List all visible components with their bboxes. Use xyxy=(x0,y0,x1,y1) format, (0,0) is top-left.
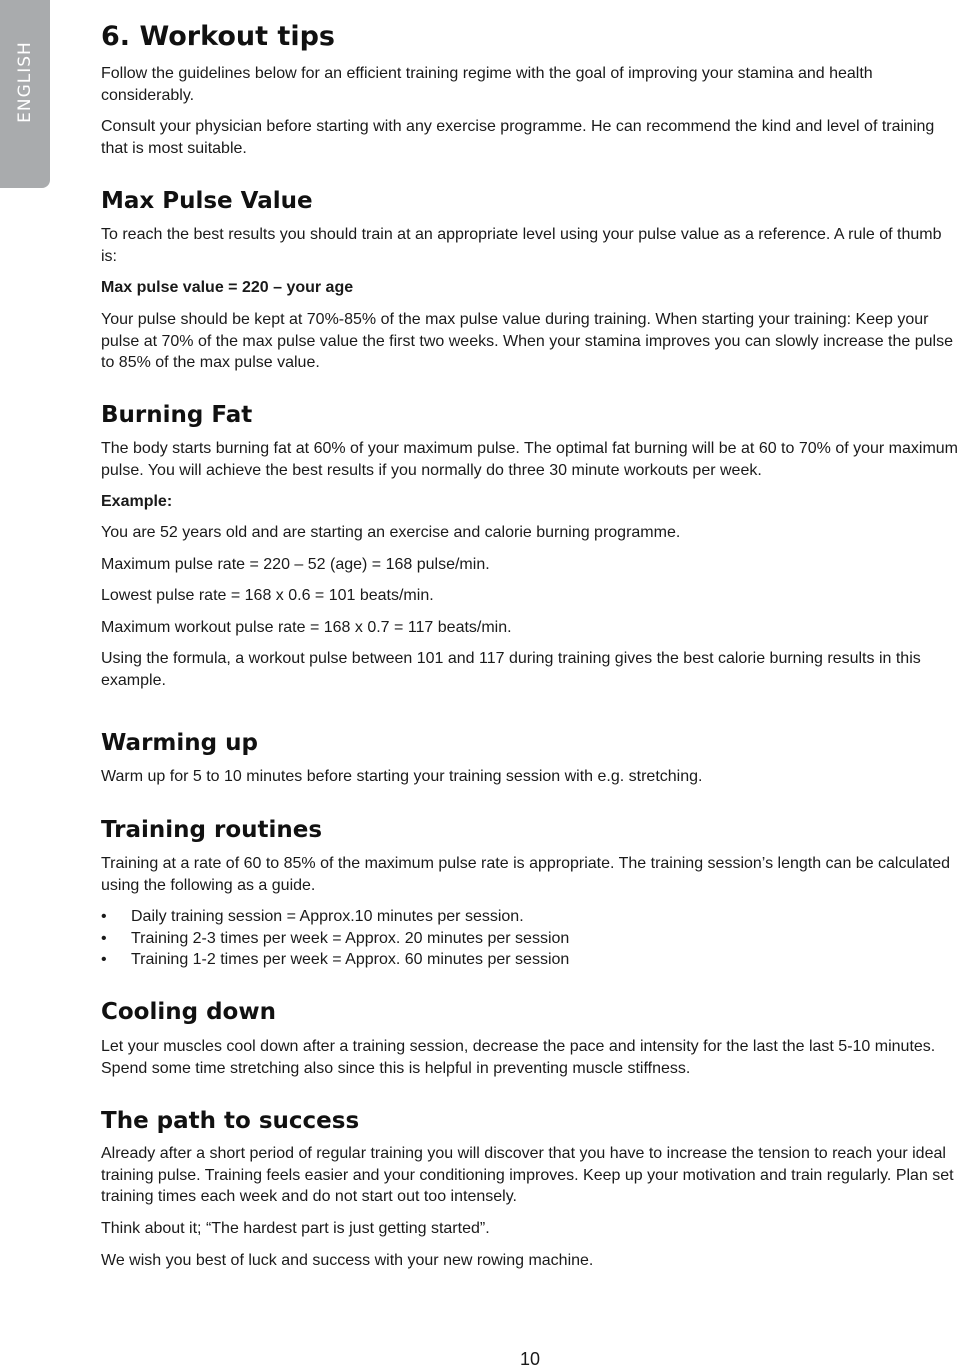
path-to-success-paragraph-3: We wish you best of luck and success with your new rowing machine. xyxy=(101,1252,594,1269)
example-label: Example: xyxy=(101,493,173,510)
max-pulse-paragraph-2: Your pulse should be kept at 70%-85% of the max pulse value during training. When starting your training: Keep your pulse at 70% of the max pulse value the first two weeks. When your stamina improves you can slowly increase the pulse to 85% of the max pulse value. xyxy=(101,311,953,371)
burning-fat-paragraph-1: The body starts burning fat at 60% of your maximum pulse. The optimal fat burning will be at 60 to 70% of your maximum pulse. You will achieve the best results if you normally do three 30 minute workouts per week. xyxy=(101,440,959,479)
example-line-3: Lowest pulse rate = 168 x 0.6 = 101 beats/min. xyxy=(101,587,434,604)
example-line-5: Using the formula, a workout pulse between 101 and 117 during training gives the best calorie burning results in this example. xyxy=(101,650,921,689)
path-to-success-paragraph-2: Think about it; “The hardest part is just getting started”. xyxy=(101,1220,490,1237)
warming-up-paragraph: Warm up for 5 to 10 minutes before starting your training session with e.g. stretching. xyxy=(101,768,703,785)
burning-fat-heading: Burning Fat xyxy=(101,402,253,428)
max-pulse-heading: Max Pulse Value xyxy=(101,188,313,214)
intro-paragraph-1: Follow the guidelines below for an efficient training regime with the goal of improving your stamina and health considerably. xyxy=(101,65,873,104)
example-line-2: Maximum pulse rate = 220 – 52 (age) = 168 pulse/min. xyxy=(101,556,490,573)
page-number xyxy=(0,1348,960,1370)
list-item xyxy=(101,906,959,928)
max-pulse-formula: Max pulse value = 220 – your age xyxy=(101,279,354,296)
list-item xyxy=(101,949,959,971)
bullet-glyph: • xyxy=(101,929,107,947)
list-item-text: Daily training session = Approx.10 minutes per session. xyxy=(131,908,524,925)
example-line-1: You are 52 years old and are starting an exercise and calorie burning programme. xyxy=(101,524,681,541)
path-to-success-paragraph-1: Already after a short period of regular training you will discover that you have to increase the tension to reach your ideal training pulse. Training feels easier and your conditioning improves. Keep up your motivation and train regularly. Plan set training times each week and do not start out too intensely. xyxy=(101,1145,954,1205)
language-tab-label: ENGLISH xyxy=(15,41,35,123)
page-title: 6. Workout tips xyxy=(101,21,335,52)
list-item-text: Training 2-3 times per week = Approx. 20 minutes per session xyxy=(131,929,570,947)
cooling-down-heading: Cooling down xyxy=(101,999,276,1025)
training-routines-paragraph: Training at a rate of 60 to 85% of the maximum pulse rate is appropriate. The training session’s length can be calculated using the following as a guide. xyxy=(101,855,951,894)
bullet-glyph: • xyxy=(101,908,107,925)
intro-paragraph-2: Consult your physician before starting with any exercise programme. He can recommend the kind and level of training that is most suitable. xyxy=(101,118,935,157)
list-item xyxy=(101,928,959,950)
training-routines-heading: Training routines xyxy=(101,817,323,843)
example-line-4: Maximum workout pulse rate = 168 x 0.7 = 117 beats/min. xyxy=(101,619,512,636)
list-item-text: Training 1-2 times per week = Approx. 60 minutes per session xyxy=(131,951,570,968)
path-to-success-heading: The path to success xyxy=(101,1108,360,1134)
language-tab xyxy=(0,0,50,188)
max-pulse-paragraph-1: To reach the best results you should train at an appropriate level using your pulse value as a reference. A rule of thumb is: xyxy=(101,226,942,265)
page-number-text: 10 xyxy=(519,1349,541,1369)
bullet-glyph: • xyxy=(101,951,107,968)
training-routines-list xyxy=(101,906,959,971)
warming-up-heading: Warming up xyxy=(101,730,258,756)
cooling-down-paragraph: Let your muscles cool down after a training session, decrease the pace and intensity for the last the last 5-10 minutes. Spend some time stretching also since this is helpful in preventing muscle stiffness. xyxy=(101,1038,936,1077)
